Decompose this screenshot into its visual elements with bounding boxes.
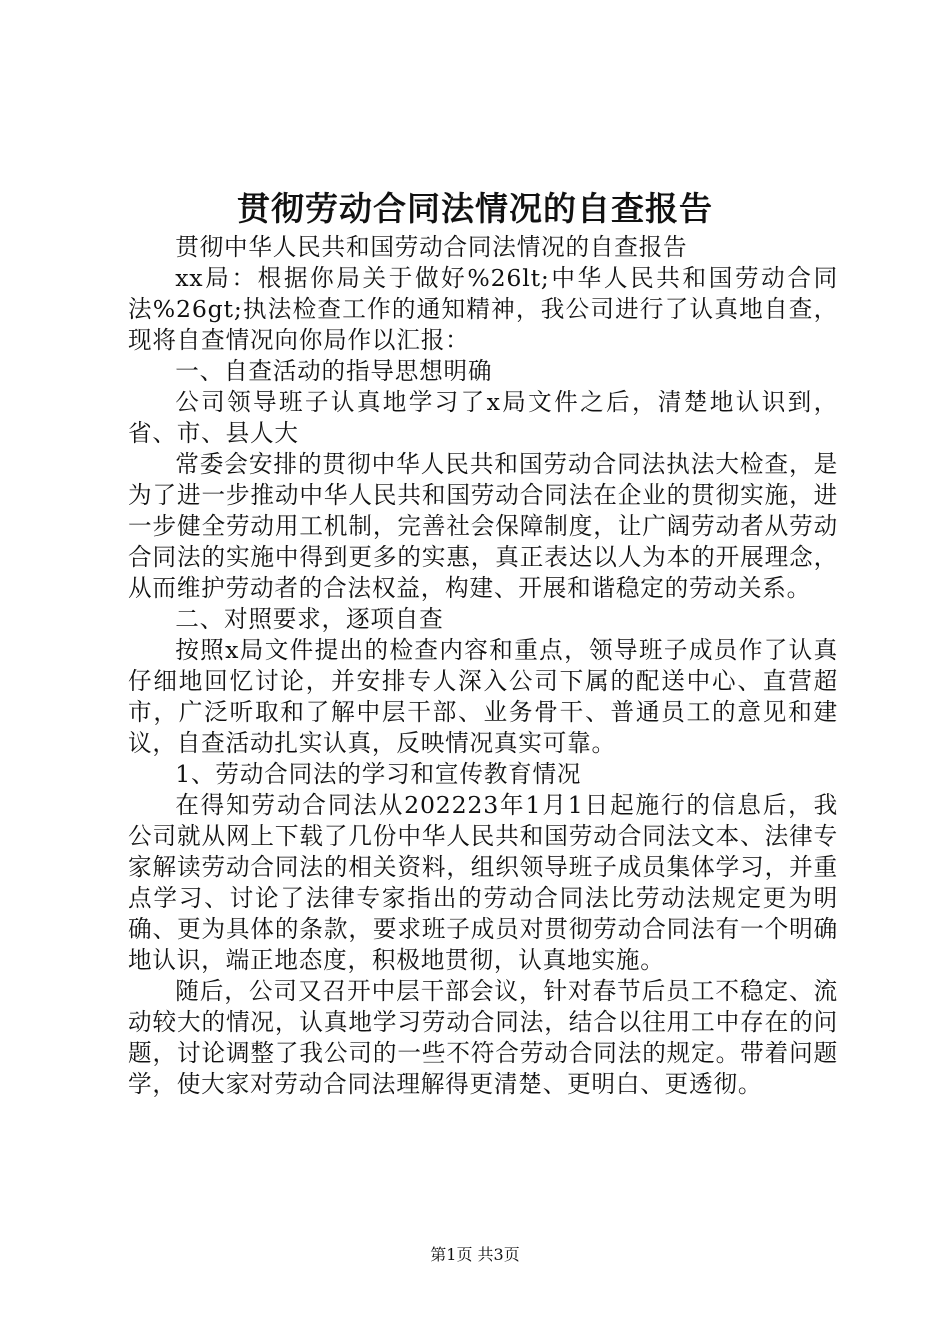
paragraph: 随后，公司又召开中层干部会议，针对春节后员工不稳定、流动较大的情况，认真地学习劳动合同法，结合以往用工中存在的问题，讨论调整了我公司的一些不符合劳动合同法的规定。带着问题学，使大家对劳动合同法理解得更清楚、更明白、更透彻。 [128, 977, 838, 1098]
document-title: 贯彻劳动合同法情况的自查报告 [237, 189, 713, 228]
paragraph: xx局：根据你局关于做好%26lt;中华人民共和国劳动合同法%26gt;执法检查工作的通知精神，我公司进行了认真地自查，现将自查情况向你局作以汇报： [128, 264, 838, 354]
section-heading: 二、对照要求，逐项自查 [175, 605, 444, 633]
document-body [128, 232, 838, 1100]
paragraph: 按照x局文件提出的检查内容和重点，领导班子成员作了认真仔细地回忆讨论，并安排专人深入公司下属的配送中心、直营超市，广泛听取和了解中层干部、业务骨干、普通员工的意见和建议，自查活动扎实认真，反映情况真实可靠。 [128, 636, 838, 757]
paragraph: 常委会安排的贯彻中华人民共和国劳动合同法执法大检查，是为了进一步推动中华人民共和国劳动合同法在企业的贯彻实施，进一步健全劳动用工机制，完善社会保障制度，让广阔劳动者从劳动合同法的实施中得到更多的实惠，真正表达以人为本的开展理念，从而维护劳动者的合法权益，构建、开展和谐稳定的劳动关系。 [128, 450, 838, 602]
paragraph: 在得知劳动合同法从202223年1月1日起施行的信息后，我公司就从网上下载了几份中华人民共和国劳动合同法文本、法律专家解读劳动合同法的相关资料，组织领导班子成员集体学习，并重点学习、讨论了法律专家指出的劳动合同法比劳动法规定更为明确、更为具体的条款，要求班子成员对贯彻劳动合同法有一个明确地认识，端正地态度，积极地贯彻，认真地实施。 [128, 791, 838, 974]
section-heading: 一、自查活动的指导思想明确 [175, 357, 493, 385]
paragraph: 贯彻中华人民共和国劳动合同法情况的自查报告 [175, 233, 688, 261]
page-footer: 第1页 共3页 [430, 1245, 520, 1264]
subsection-heading: 1、劳动合同法的学习和宣传教育情况 [175, 760, 582, 788]
paragraph: 公司领导班子认真地学习了x局文件之后，清楚地认识到，省、市、县人大 [128, 388, 838, 447]
